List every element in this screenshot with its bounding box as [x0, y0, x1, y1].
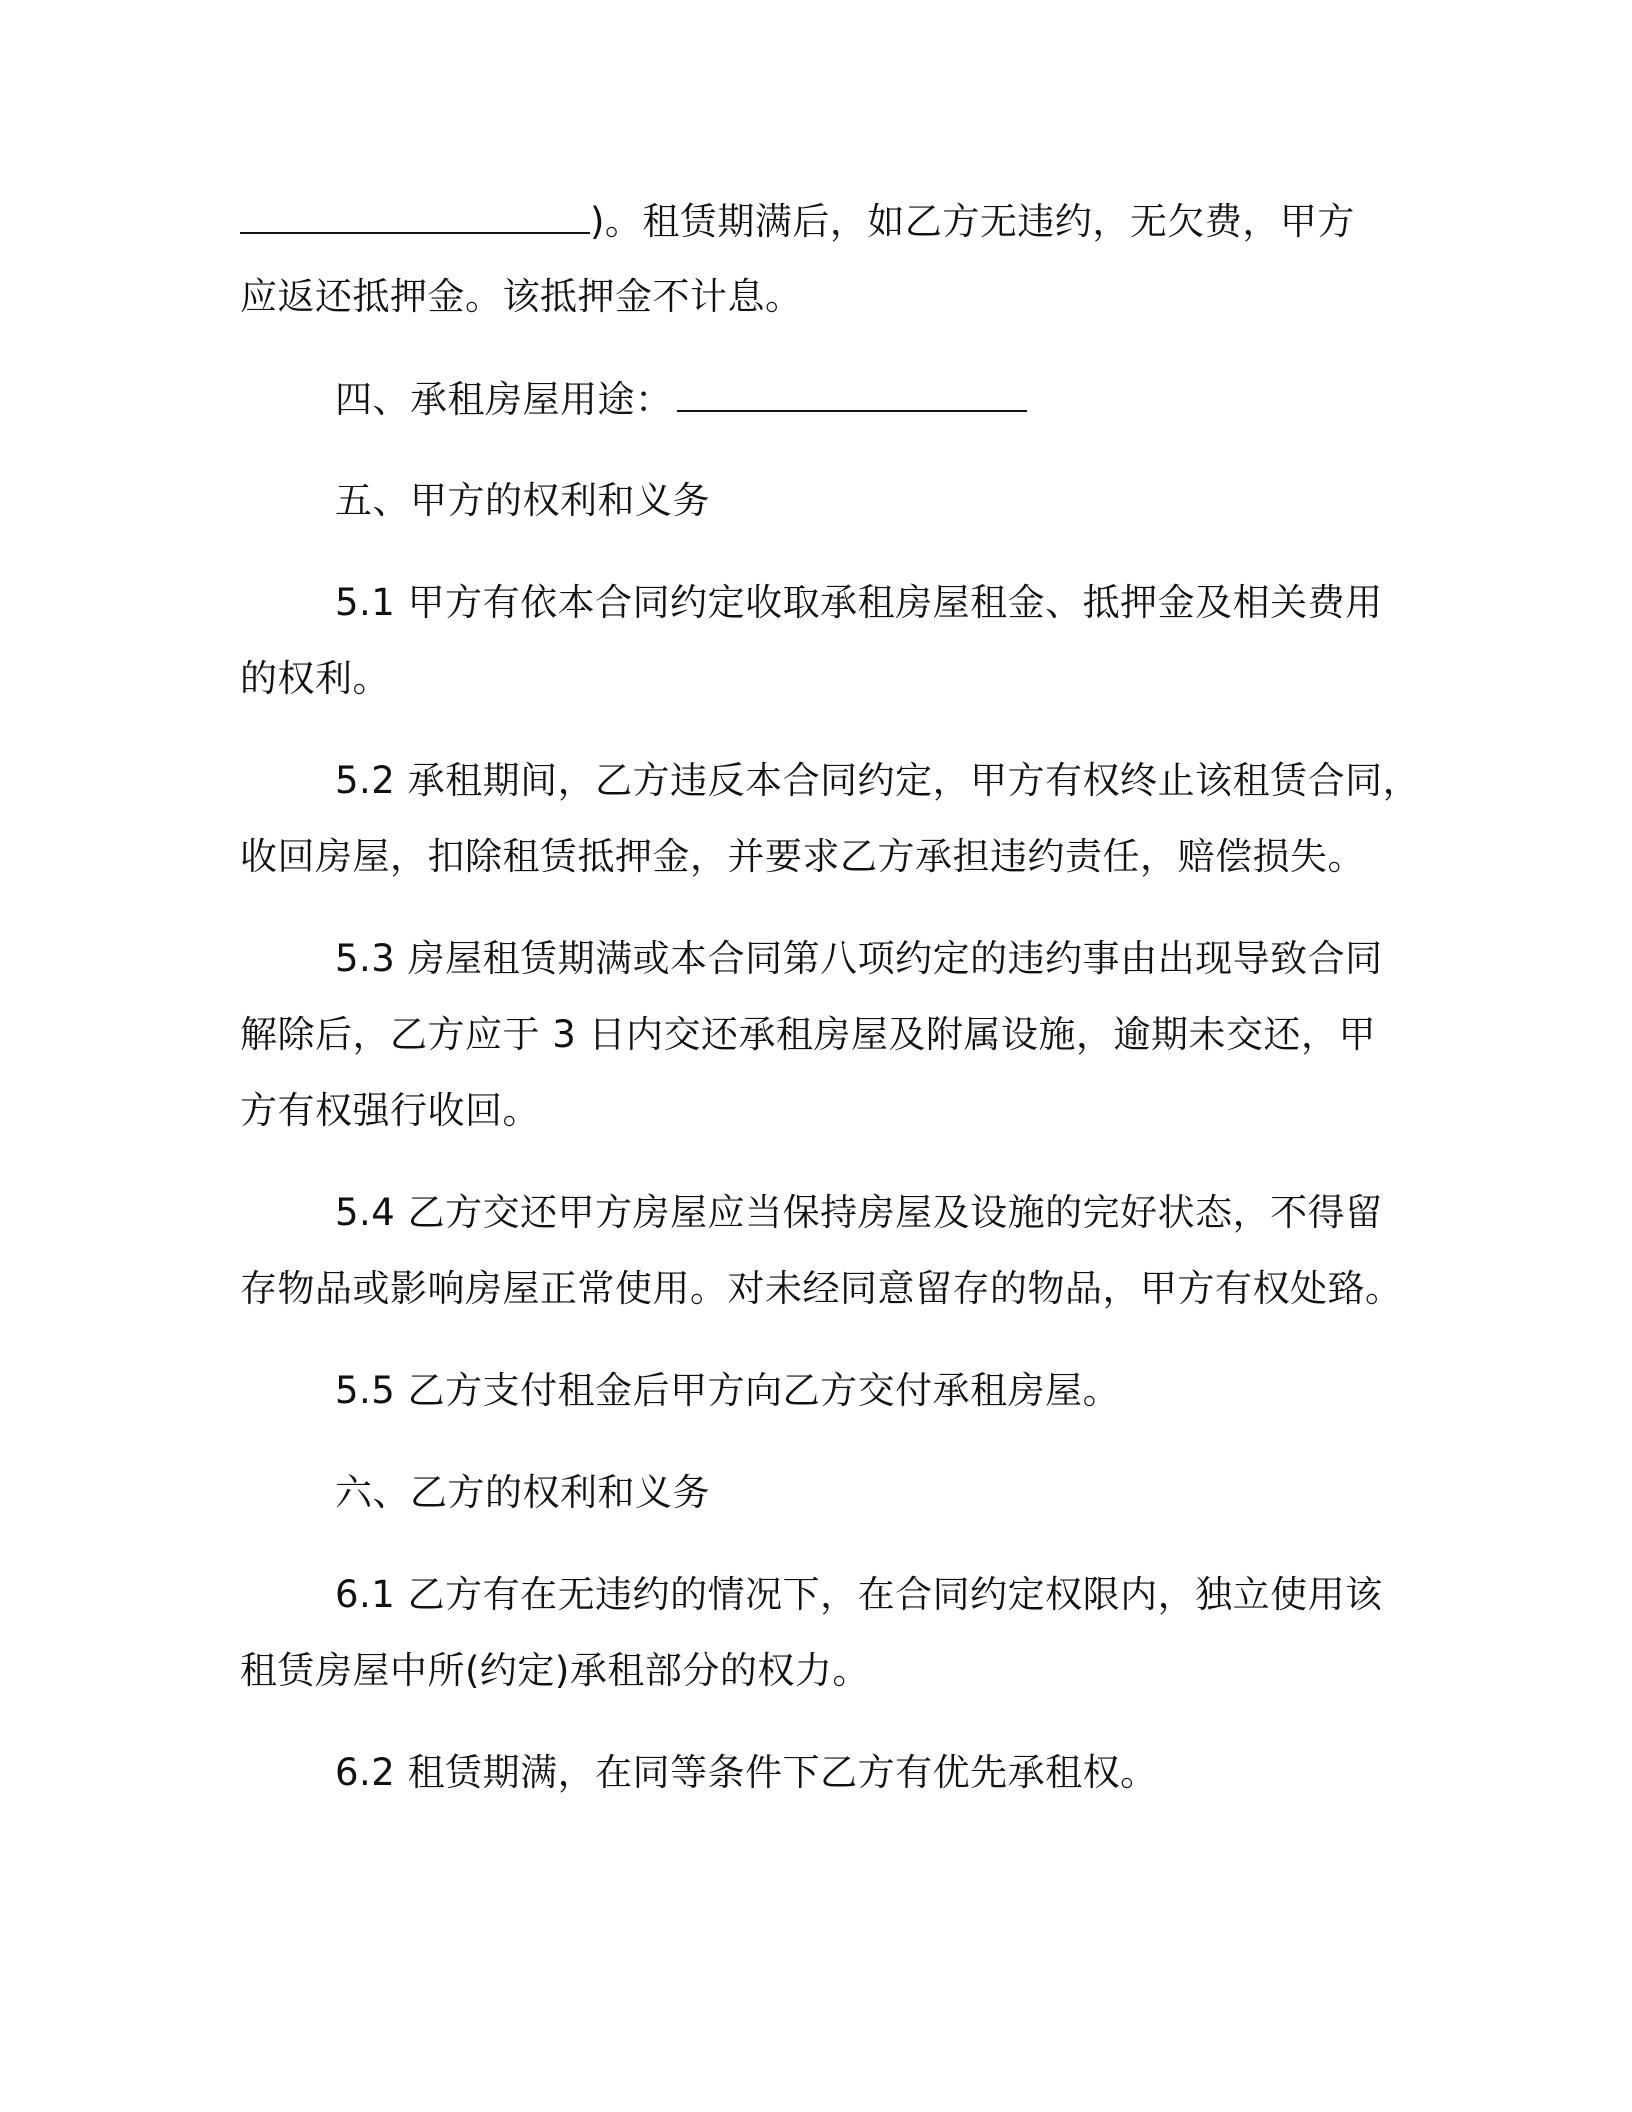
clause-5-4-line-1: 5.4 乙方交还甲方房屋应当保持房屋及设施的完好状态，不得留	[335, 1191, 1383, 1234]
deposit-paragraph-line-2: 应返还抵押金。该抵押金不计息。	[240, 275, 803, 318]
clause-6-1-line-2: 租赁房屋中所(约定)承租部分的权力。	[240, 1649, 870, 1692]
clause-5-2-line-1: 5.2 承租期间，乙方违反本合同约定，甲方有权终止该租赁合同，	[335, 759, 1421, 802]
clause-6-1-line-1: 6.1 乙方有在无违约的情况下，在合同约定权限内，独立使用该	[335, 1573, 1383, 1616]
purpose-blank	[677, 374, 1027, 412]
section-6-heading: 六、乙方的权利和义务	[335, 1471, 710, 1514]
clause-5-3-line-2: 解除后，乙方应于 3 日内交还承租房屋及附属设施，逾期未交还，甲	[240, 1013, 1377, 1056]
section-5-heading: 五、甲方的权利和义务	[335, 479, 710, 522]
section-4-label: 四、承租房屋用途：	[335, 378, 673, 421]
clause-5-2-line-2: 收回房屋，扣除租赁抵押金，并要求乙方承担违约责任，赔偿损失。	[240, 835, 1365, 878]
clause-5-5-line-1: 5.5 乙方支付租金后甲方向乙方交付承租房屋。	[335, 1369, 1121, 1412]
deposit-paragraph-line-1	[240, 196, 1355, 247]
clause-5-1-line-2: 的权利。	[240, 657, 390, 700]
clause-5-1-line-1: 5.1 甲方有依本合同约定收取承租房屋租金、抵押金及相关费用	[335, 581, 1383, 624]
section-4-purpose	[335, 374, 1027, 425]
clause-6-2-line-1: 6.2 租赁期满，在同等条件下乙方有优先承租权。	[335, 1751, 1158, 1794]
clause-5-4-line-2: 存物品或影响房屋正常使用。对未经同意留存的物品，甲方有权处臵。	[240, 1267, 1403, 1310]
deposit-return-text: )。租赁期满后，如乙方无违约，无欠费，甲方	[590, 200, 1355, 243]
clause-5-3-line-3: 方有权强行收回。	[240, 1089, 540, 1132]
clause-5-3-line-1: 5.3 房屋租赁期满或本合同第八项约定的违约事由出现导致合同	[335, 937, 1383, 980]
deposit-amount-blank	[240, 196, 590, 234]
